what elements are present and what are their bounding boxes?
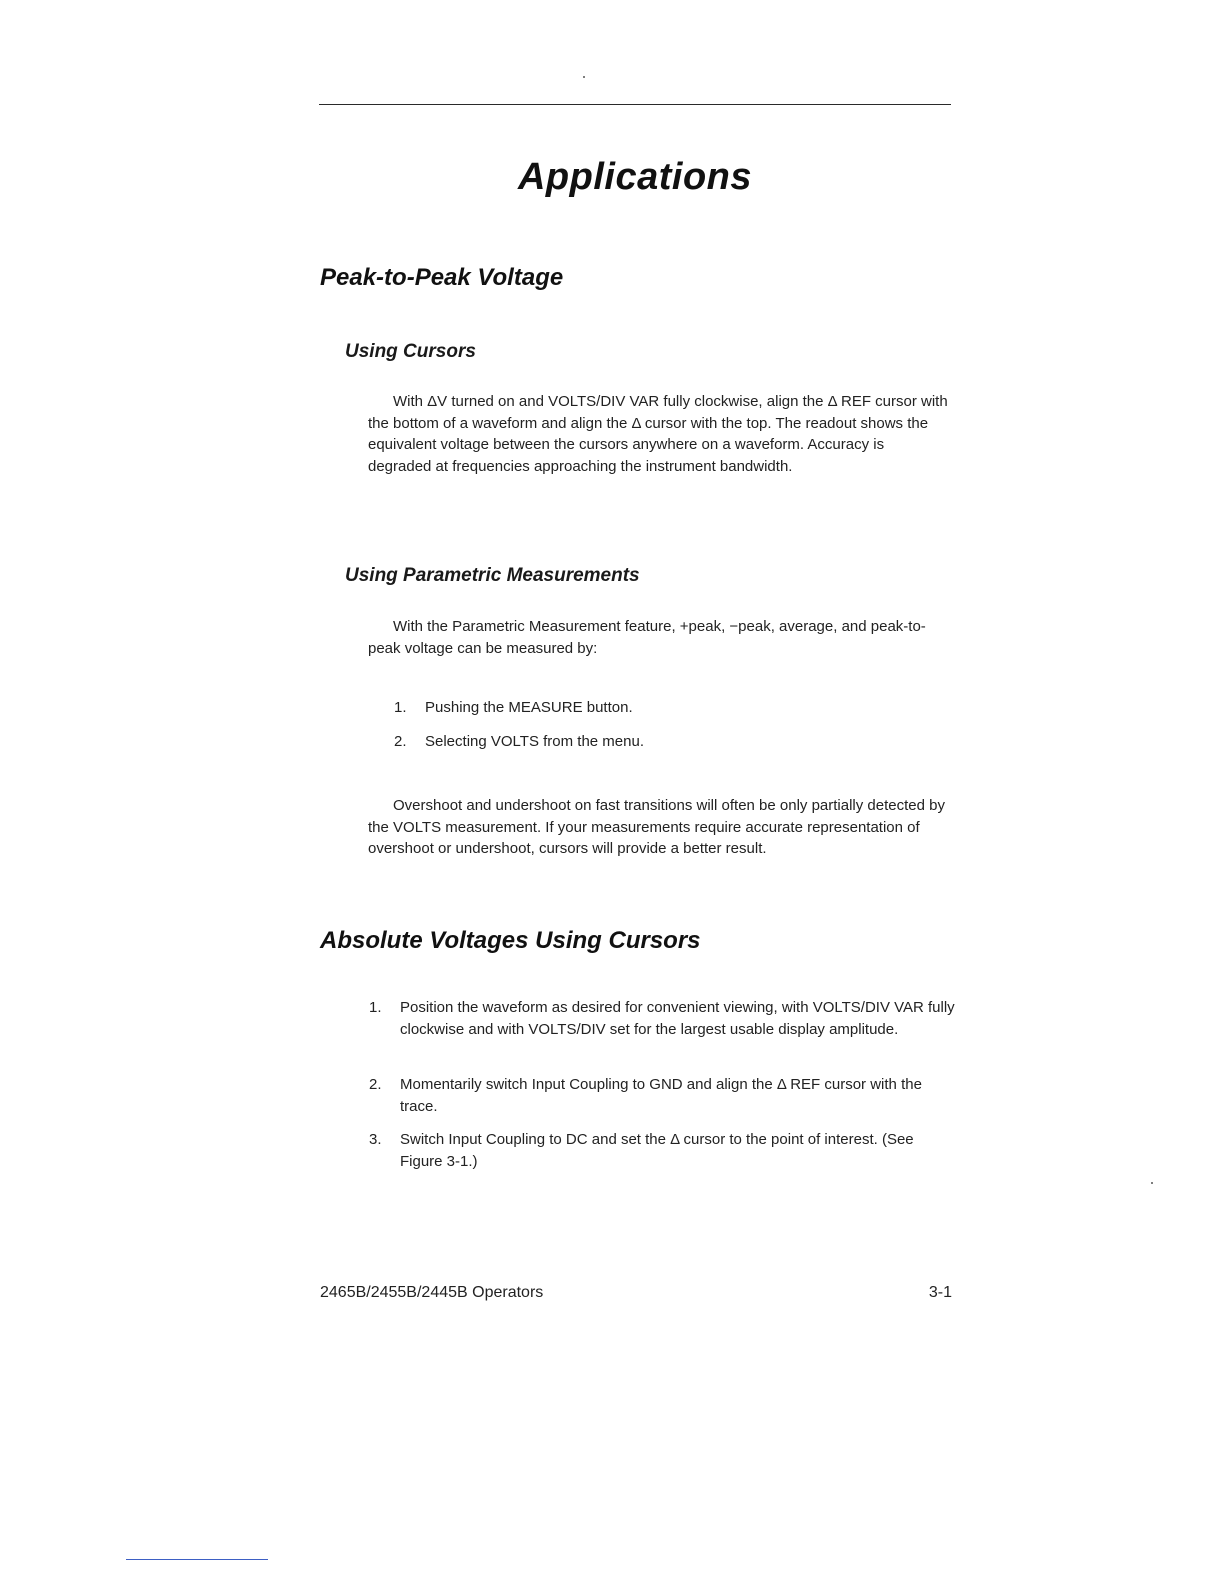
list-item (394, 731, 934, 753)
list-item-number: 2. (369, 1076, 382, 1093)
footer-manual-title: 2465B/2455B/2445B Operators (320, 1284, 544, 1301)
scan-speck (583, 76, 585, 78)
list-item-text: Position the waveform as desired for convenient viewing, with VOLTS/DIV VAR fully clockwise and with VOLTS/DIV set for the largest usable display amplitude. (400, 999, 955, 1038)
chapter-title: Applications (517, 156, 753, 198)
list-item-number: 3. (369, 1131, 382, 1148)
footer-page-number: 3-1 (928, 1284, 952, 1301)
header-rule (319, 104, 951, 105)
list-item-text: Switch Input Coupling to DC and set the Δ cursor to the point of interest. (See Figure 3-1.) (400, 1131, 914, 1170)
footer-rule (126, 1559, 268, 1560)
list-item-number: 1. (369, 999, 382, 1016)
list-item (369, 1129, 955, 1172)
list-item (369, 997, 955, 1040)
overshoot-note-paragraph: Overshoot and undershoot on fast transitions will often be only partially detected by the VOLTS measurement. If your measurements require accurate representation of overshoot or undershoot, cursors will provide a better result. (368, 797, 945, 857)
list-item-text: Pushing the MEASURE button. (425, 699, 633, 716)
list-item-number: 1. (394, 699, 407, 716)
section-title-peak-to-peak: Peak-to-Peak Voltage (320, 264, 564, 291)
list-item (394, 697, 934, 719)
scan-speck (1151, 1182, 1153, 1184)
list-item-number: 2. (394, 733, 407, 750)
section-title-absolute-voltages: Absolute Voltages Using Cursors (320, 927, 701, 954)
list-item-text: Selecting VOLTS from the menu. (425, 733, 644, 750)
using-cursors-paragraph: With ΔV turned on and VOLTS/DIV VAR fully clockwise, align the Δ REF cursor with the bottom of a waveform and align the Δ cursor with the top. The readout shows the equivalent voltage between the cursors anywhere on a waveform. Accuracy is degraded at frequencies approaching the instrument bandwidth. (368, 393, 948, 475)
subsection-title-parametric: Using Parametric Measurements (345, 565, 640, 586)
subsection-title-using-cursors: Using Cursors (345, 341, 476, 362)
list-item (369, 1074, 955, 1117)
list-item-text: Momentarily switch Input Coupling to GND and align the Δ REF cursor with the trace. (400, 1076, 922, 1115)
parametric-intro-paragraph: With the Parametric Measurement feature, +peak, −peak, average, and peak-to-peak voltage can be measured by: (368, 618, 926, 657)
